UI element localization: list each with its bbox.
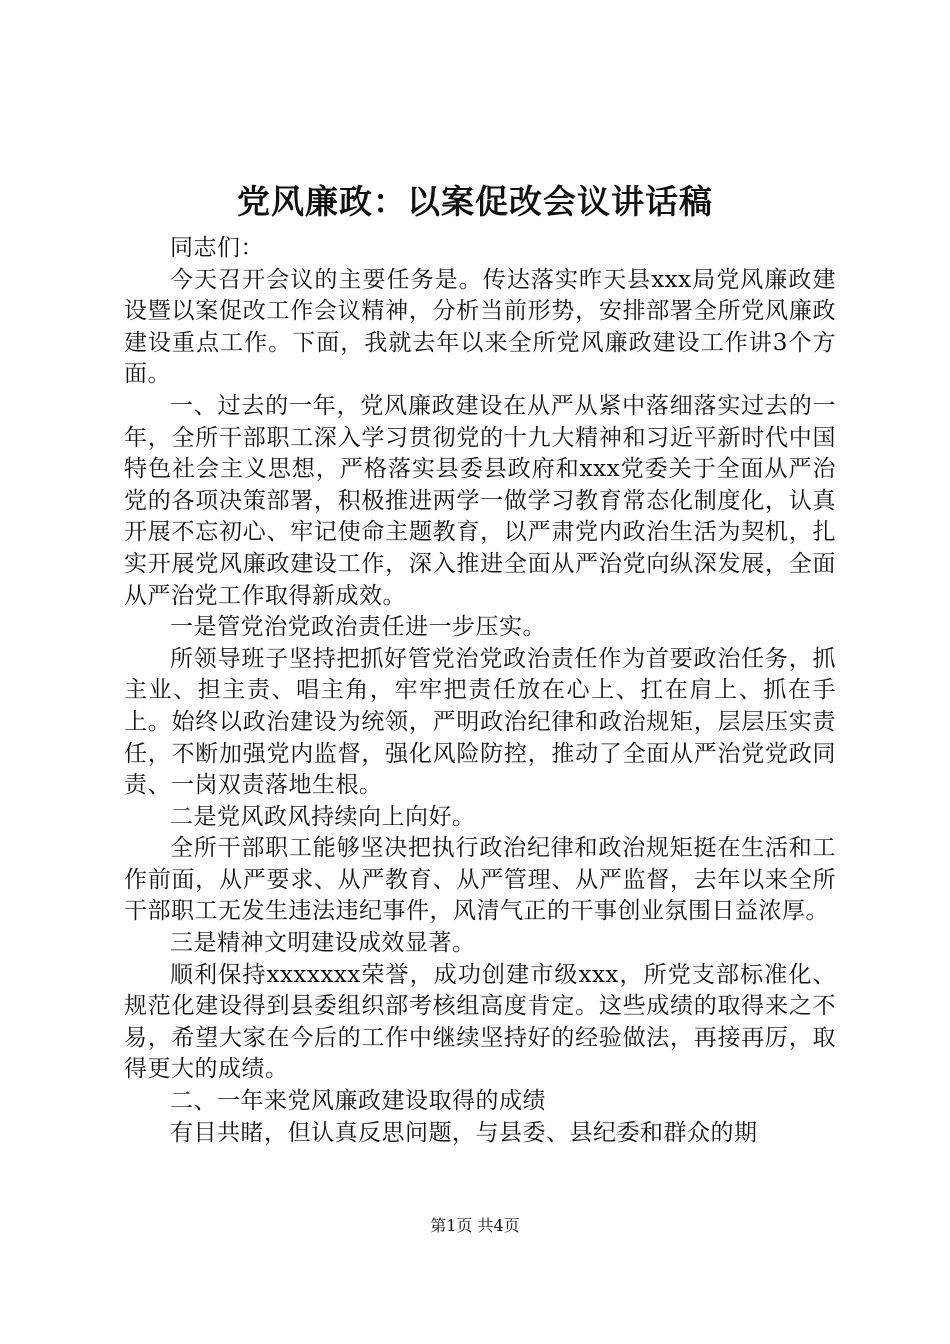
body-paragraph: 顺利保持xxxxxxx荣誉，成功创建市级xxx，所党支部标准化、规范化建设得到县委组织部考核组高度肯定。这些成绩的取得来之不易，希望大家在今后的工作中继续坚持好的经验做法，再接再厉，取得更大的成绩。 — [124, 961, 836, 1083]
section-heading: 一是管党治党政治责任进一步压实。 — [170, 614, 546, 641]
document-body — [124, 233, 836, 1149]
body-paragraph: 所领导班子坚持把抓好管党治党政治责任作为首要政治任务，抓主业、担主责、唱主角，牢牢把责任放在心上、扛在肩上、抓在手上。始终以政治建设为统领，严明政治纪律和政治规矩，层层压实责任，不断加强党内监督，强化风险防控，推动了全面从严治党党政同责、一岗双责落地生根。 — [124, 645, 836, 799]
document-title: 党风廉政：以案促改会议讲话稿 — [237, 182, 713, 221]
section-heading: 二是党风政风持续向上向好。 — [170, 803, 476, 830]
salutation-paragraph: 同志们： — [170, 235, 264, 261]
body-paragraph: 今天召开会议的主要任务是。传达落实昨天县xxx局党风廉政建设暨以案促改工作会议精神，分析当前形势，安排部署全所党风廉政建设重点工作。下面，我就去年以来全所党风廉政建设工作讲3个方面。 — [124, 266, 836, 388]
body-paragraph: 一、过去的一年，党风廉政建设在从严从紧中落细落实过去的一年，全所干部职工深入学习贯彻党的十九大精神和习近平新时代中国特色社会主义思想，严格落实县委县政府和xxx党委关于全面从严治党的各项决策部署，积极推进两学一做学习教育常态化制度化，认真开展不忘初心、牢记使命主题教育，以严肃党内政治生活为契机，扎实开展党风廉政建设工作，深入推进全面从严治党向纵深发展，全面从严治党工作取得新成效。 — [124, 392, 836, 609]
section-heading: 三是精神文明建设成效显著。 — [170, 930, 476, 957]
section-heading: 二、一年来党风廉政建设取得的成绩 — [170, 1088, 546, 1115]
body-paragraph: 有目共睹，但认真反思问题，与县委、县纪委和群众的期 — [170, 1119, 758, 1146]
page-number-footer: 第1页 共4页 — [430, 1216, 520, 1235]
body-paragraph: 全所干部职工能够坚决把执行政治纪律和政治规矩挺在生活和工作前面，从严要求、从严教育、从严管理、从严监督，去年以来全所干部职工无发生违法违纪事件，风清气正的干事创业氛围日益浓厚。 — [124, 835, 836, 925]
